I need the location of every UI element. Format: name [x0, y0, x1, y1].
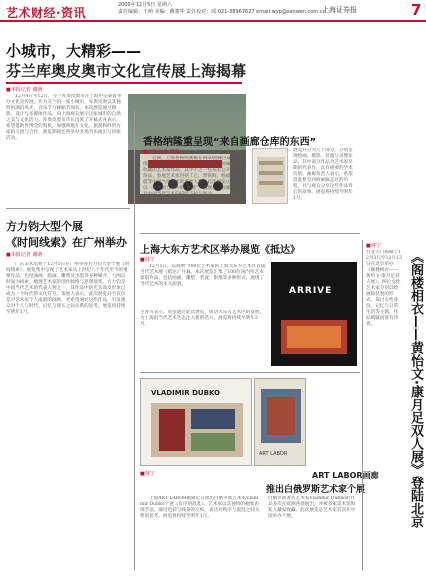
- lead-headline-2: 芬兰库奥皮奥市文化宣传展上海揭幕: [6, 62, 247, 80]
- shanghart-byline: ■本报记者 谢萌: [143, 149, 180, 155]
- left-byline: ■本报记者 谢萌: [6, 252, 43, 258]
- dubko-poster-2-sub: ART LABOR: [259, 451, 288, 457]
- artlabor-body-2: 白俄罗斯著名艺术家Vladimir Dubko的作品多次在欧洲各地展出，并被多家美术馆和私人藏家收藏。此次展览是艺术家首次在中国举办个展。: [268, 496, 356, 519]
- header-info-editors: 责任编辑：王萌 美编：戴骏华 责任校对：邱 021-38967627 email:wyp@sanwen.com.cn: [118, 8, 326, 15]
- shanghart-body-2: 展览共分为几个部分，分别呈现绘画、摄影、装置与录像作品。其中部分作品为艺术家早期的代表作，具有重要的学术价值。画廊负责人表示，希望借此机会回顾画廊走过的历程，并与观众分享这些作品背后的故事。展览将持续至明年1月。: [293, 148, 353, 201]
- lead-rule: [6, 82, 242, 84]
- vertical-byline: ■林宁: [366, 243, 381, 249]
- artlabor-byline: ■林宁: [140, 471, 155, 477]
- header-info-date: 2009年12月5日 星期六: [118, 2, 172, 8]
- lead-headline-1: 小城市，大精彩——: [6, 42, 142, 60]
- dubko-poster-name: VLADIMIR DUBKO: [151, 389, 220, 397]
- mid-rule: [140, 233, 360, 234]
- left-headline-1: 方力钧大型个展: [6, 220, 83, 233]
- newspaper-name: 上海证券报: [322, 6, 357, 14]
- shanghai-headline: 上海大东方艺术区举办展览《抵达》: [140, 245, 300, 256]
- left-body: 广东美术馆将于12月5日在广州举办方力钧大型个展《时间线索》。展览集中呈现了艺术家从上世纪八十年代至今的重要作品，包括油画、版画、雕塑及水墨等多种媒介，力图以时间为线索，梳理艺术家的创作脉络与思想演变。方力钧是中国当代艺术的代表人物之一，其作品中的光头泼皮形象已成为一个时代的文化符号。策展人表示，此次展览并不仅仅是对艺术家个人成就的回顾，更希望通过这些作品，引发观众对个人与时代、记忆与现实之间关系的思考。展览将持续至明年1月。: [6, 262, 130, 315]
- vertical-body: 台北大门画廊于12月3日至12月13日在北京举办《阁楼相衣——黄怡文·康月足双人展》。两位女性艺术家分别以绘画和装置的形式，探讨女性身份、记忆与日常生活等主题，作品细腻而富有诗意。: [366, 250, 402, 327]
- left-rule: [6, 208, 130, 209]
- arrive-poster: [271, 262, 357, 366]
- left-headline-2: 《时间线索》在广州举办: [6, 236, 127, 249]
- artlabor-headline-2: 推出白俄罗斯艺术家个展: [266, 485, 366, 495]
- shanghai-byline: ■林宁: [140, 257, 155, 263]
- vertical-headline: 《阁楼相衣——黄怡文·康月足双人展》登陆北京: [408, 250, 423, 528]
- arrive-poster-title: ARRIVE: [289, 286, 333, 296]
- dubko-poster-2: [254, 378, 306, 466]
- shanghai-body: 12月5日，以画展“100位艺术家的上海大东方艺术区首届当代艺术展《抵达》”开幕。本次展览汇集了100位国内外艺术家的作品，包括油画、雕塑、装置、影像等多种形式，展现了当代艺术的多元面貌。: [140, 264, 266, 287]
- shanghart-photo: [252, 148, 288, 204]
- dubko-poster-artwork: [151, 403, 243, 457]
- shanghai-body-2: 主办方表示，希望通过此次展览，推动大东方艺术区的发展，为上海的当代艺术生态注入新的活力。展览将持续至明年2月。: [140, 310, 265, 327]
- dubko-poster: [140, 378, 252, 466]
- artlabor-body: 上海ART LABOR画廊近日推出白俄罗斯艺术家Vladimir Dubko个展《有序的混乱》。艺术家以其独特的抽象表现手法，通过色彩与线条的交织，表达对秩序与混乱之间关系的思考。展览将持续至明年1月。: [140, 496, 260, 519]
- lead-body: 12月4日至12日，芬兰库奥皮奥市在上海中信泰富举办文化宣传展。作为芬兰的一座小城市，库奥皮奥以其独特的湖泊风光、音乐节与舞蹈节闻名。本次展览通过摄影、设计与多媒体作品，向上海观众展示这座城市的自然之美与文化活力。库奥皮奥市市长出席了开幕式并表示，希望借助世博会的契机，加强两地在文化、旅游和经贸方面的交流与合作。展览期间还将举办多场音乐演出与讲座活动。: [6, 94, 122, 141]
- lead-byline: ■本报记者 谢萌: [6, 87, 43, 93]
- lower-rule: [140, 372, 360, 373]
- column-divider: [134, 110, 135, 570]
- page-number: 7: [411, 1, 422, 19]
- section-title: 艺术财经·资讯: [6, 6, 87, 20]
- right-divider: [362, 240, 363, 570]
- header-info: [118, 2, 326, 15]
- arrive-poster-art: [271, 262, 357, 366]
- artlabor-headline-1: ART LABOR画廊: [312, 471, 379, 480]
- shanghart-photo-shelf: [253, 149, 288, 204]
- shanghart-headline: 香格纳隆重呈现“来自画廊仓库的东西”: [143, 137, 317, 148]
- shanghart-body: 近期，上海香格纳画廊在M50画廊区隆重呈现“来自画廊仓库的东西”。展览精选了画廊多年来收藏的艺术家作品，其中不乏一些从未公开展出的珍品。参展艺术家包括丁乙、周铁海、杨福东、徐震等中国当代艺术的重要人物。此次展览让观众得以一窥画廊仓库中的“秘密”，也展示了画廊多年来对中国当代艺术的持续支持与推动。: [143, 156, 245, 197]
